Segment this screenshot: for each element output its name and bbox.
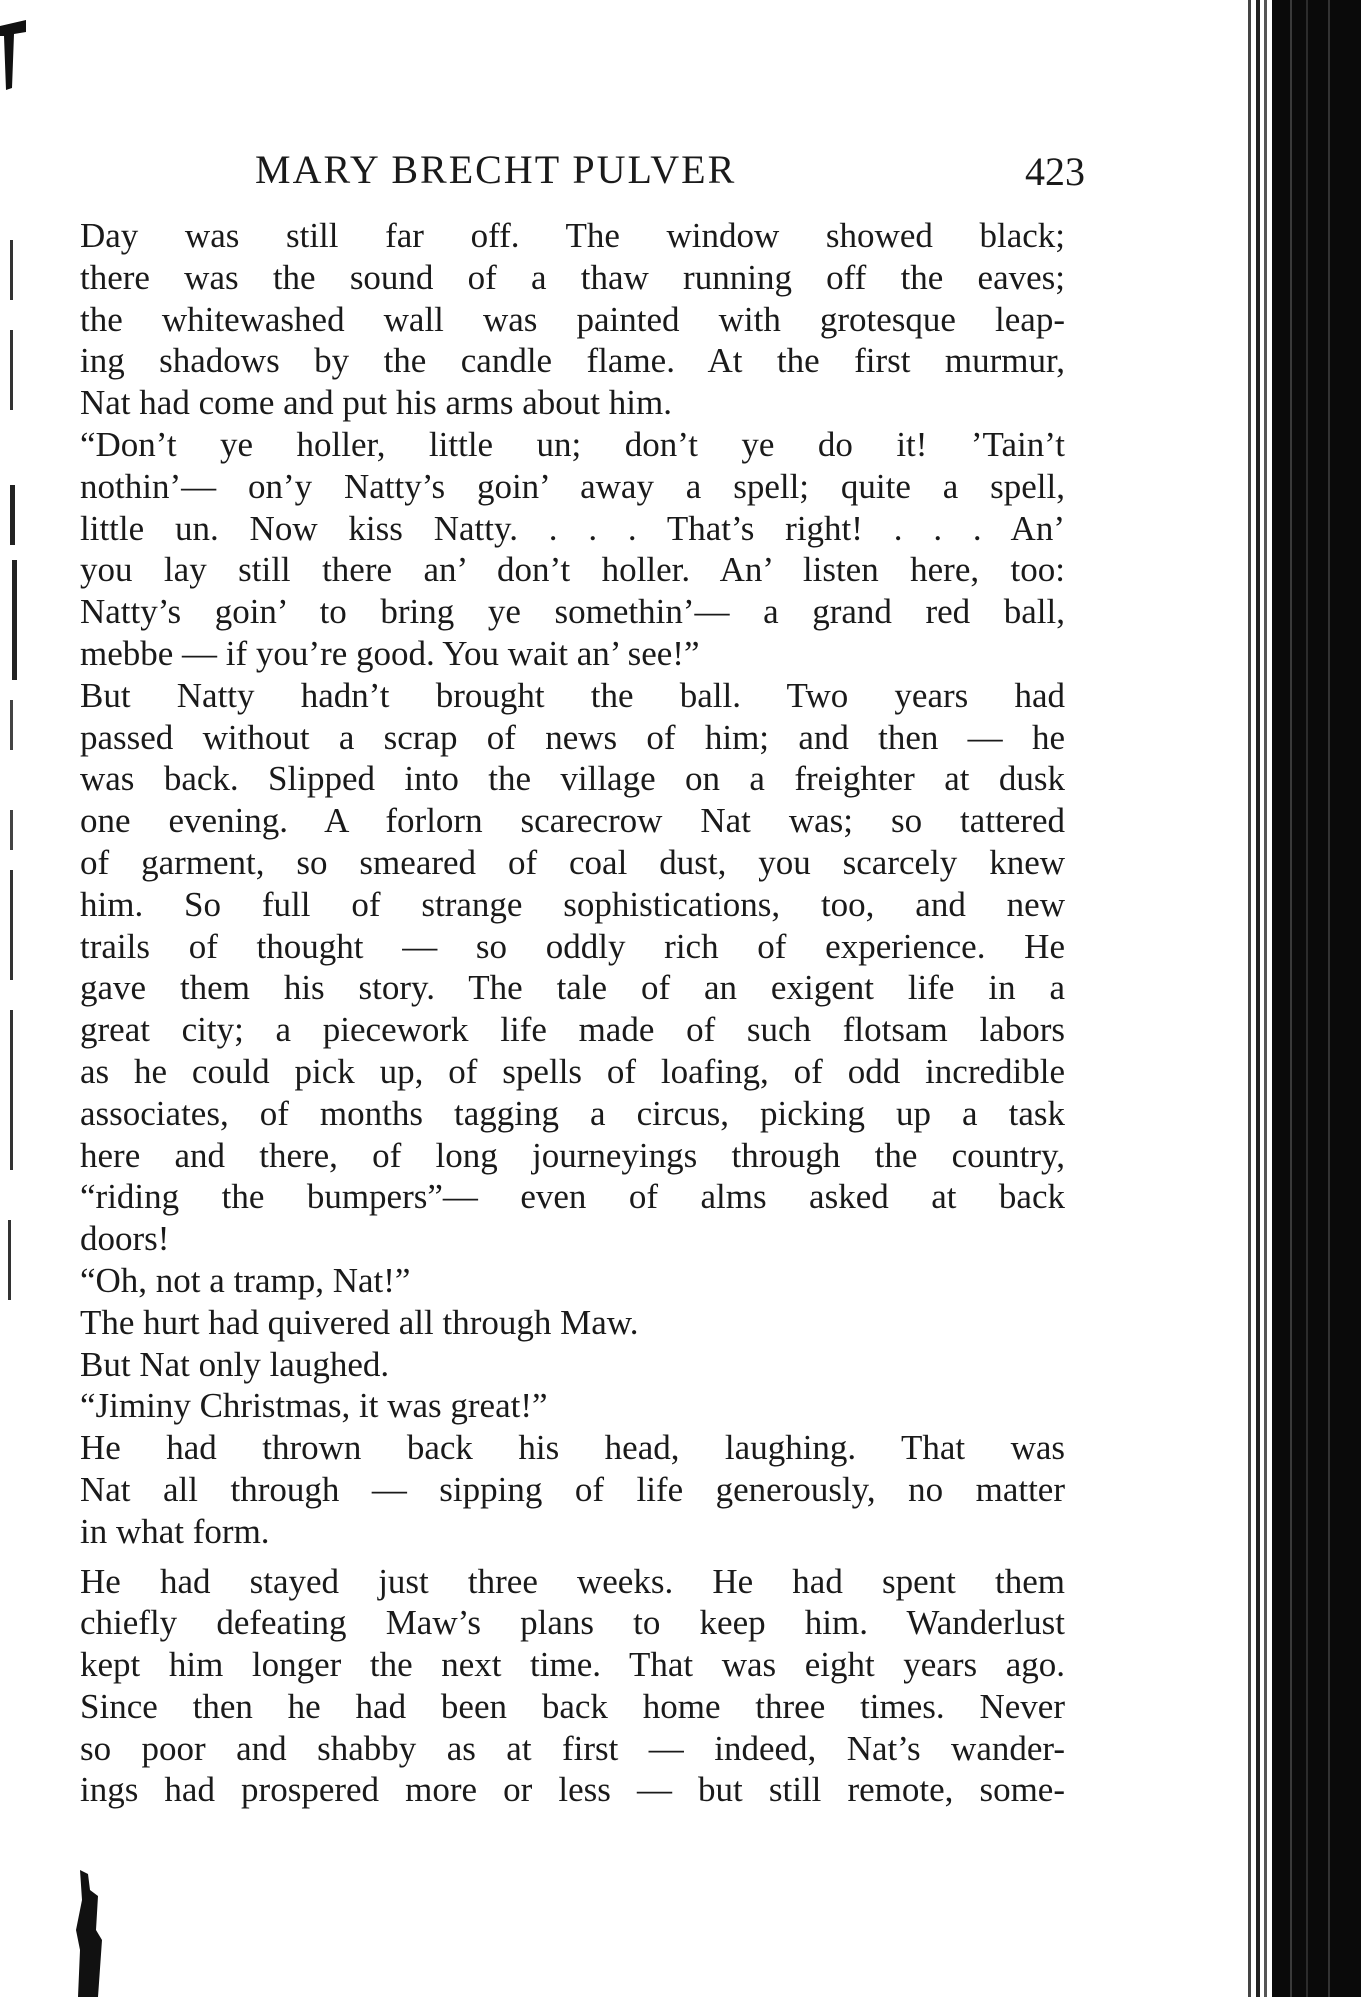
text-line: great city; a piecework life made of such flotsam labors (80, 1010, 1065, 1050)
text-line: little un. Now kiss Natty. . . . That’s right! . . . An’ (80, 508, 1065, 548)
text-line: nothin’— on’y Natty’s goin’ away a spell; quite a spell, (80, 466, 1065, 506)
text-line: one evening. A forlorn scarecrow Nat was; so tattered (80, 801, 1065, 841)
text-line: trails of thought — so oddly rich of experience. He (80, 926, 1065, 966)
text-line: him. So full of strange sophistications, too, and new (80, 884, 1065, 924)
right-page-edge (1238, 0, 1361, 1997)
text-line: the whitewashed wall was painted with grotesque leap- (80, 299, 1065, 339)
text-line: as he could pick up, of spells of loafing, of odd incredible (80, 1051, 1065, 1091)
text-line: ings had prospered more or less — but still remote, some- (80, 1770, 1065, 1810)
text-line: of garment, so smeared of coal dust, you scarcely knew (80, 842, 1065, 882)
text-line: so poor and shabby as at first — indeed, Nat’s wander- (80, 1728, 1065, 1768)
running-title: MARY BRECHT PULVER (255, 147, 737, 192)
text-line: mebbe — if you’re good. You wait an’ see!” (80, 633, 700, 673)
corner-tab-mark (0, 20, 26, 90)
text-line: Nat had come and put his arms about him. (80, 383, 672, 423)
text-line: He had thrown back his head, laughing. That was (80, 1428, 1065, 1468)
text-line: Day was still far off. The window showed black; (80, 216, 1065, 255)
text-line: chiefly defeating Maw’s plans to keep him. Wanderlust (80, 1603, 1065, 1643)
text-line: ing shadows by the candle flame. At the first murmur, (80, 341, 1065, 381)
bottom-binding-mark (76, 1870, 106, 1997)
text-line: kept him longer the next time. That was eight years ago. (80, 1645, 1065, 1685)
text-line: Since then he had been back home three times. Never (80, 1686, 1065, 1726)
text-line: But Natty hadn’t brought the ball. Two years had (80, 675, 1065, 715)
text-line: “Jiminy Christmas, it was great!” (80, 1386, 548, 1426)
text-line: was back. Slipped into the village on a freighter at dusk (80, 759, 1065, 799)
paragraph-gap (80, 1553, 1065, 1561)
text-line: “riding the bumpers”— even of alms asked at back (80, 1177, 1065, 1217)
text-line: Nat all through — sipping of life generously, no matter (80, 1469, 1065, 1509)
text-line: passed without a scrap of news of him; and then — he (80, 717, 1065, 757)
text-line: “Oh, not a tramp, Nat!” (80, 1260, 411, 1300)
page-number: 423 (1025, 149, 1085, 194)
left-margin-show-through (0, 220, 40, 1320)
text-line: He had stayed just three weeks. He had spent them (80, 1561, 1065, 1601)
text-line: doors! (80, 1219, 170, 1259)
text-line: But Nat only laughed. (80, 1344, 390, 1384)
text-line: there was the sound of a thaw running off the eaves; (80, 257, 1065, 297)
text-line: The hurt had quivered all through Maw. (80, 1302, 639, 1342)
running-head (255, 146, 1085, 196)
text-line: gave them his story. The tale of an exigent life in a (80, 968, 1065, 1008)
text-line: here and there, of long journeyings through the country, (80, 1135, 1065, 1175)
body-text (80, 215, 1065, 1811)
text-line: Natty’s goin’ to bring ye somethin’— a grand red ball, (80, 592, 1065, 632)
text-line: in what form. (80, 1511, 270, 1551)
text-line: associates, of months tagging a circus, picking up a task (80, 1093, 1065, 1133)
text-line: “Don’t ye holler, little un; don’t ye do it! ’Tain’t (80, 424, 1065, 464)
text-line: you lay still there an’ don’t holler. An’ listen here, too: (80, 550, 1065, 590)
